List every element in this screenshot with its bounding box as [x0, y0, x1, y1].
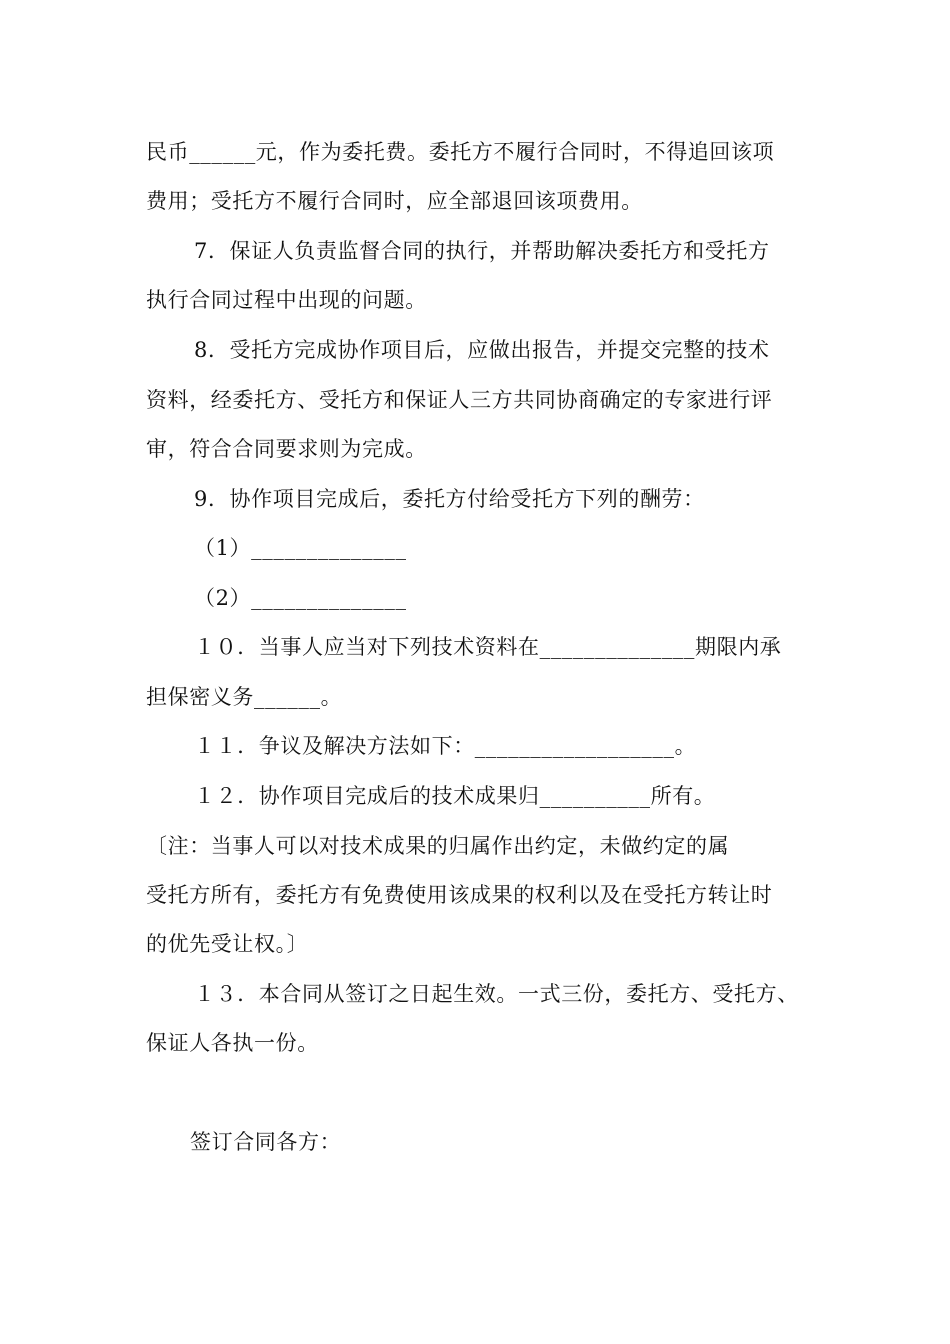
remuneration-item-1: （1）______________ [194, 536, 407, 560]
paragraph-7-line-2: 执行合同过程中出现的问题。 [146, 288, 427, 312]
paragraph-7-line-1: 7．保证人负责监督合同的执行，并帮助解决委托方和受托方 [194, 239, 770, 263]
note-line-1: 〔注：当事人可以对技术成果的归属作出约定，未做约定的属 [146, 834, 730, 858]
paragraph-6-line-1: 民币______元，作为委托费。委托方不履行合同时，不得追回该项 [146, 140, 775, 164]
signing-parties-heading: 签订合同各方： [190, 1130, 342, 1154]
paragraph-10-line-1: １０．当事人应当对下列技术资料在______________期限内承 [194, 635, 782, 659]
note-line-2: 受托方所有，委托方有免费使用该成果的权利以及在受托方转让时 [146, 883, 773, 907]
note-line-3: 的优先受让权。〕 [146, 932, 309, 956]
paragraph-6-line-2: 费用；受托方不履行合同时，应全部退回该项费用。 [146, 189, 643, 213]
paragraph-13-line-2: 保证人各执一份。 [146, 1031, 319, 1055]
paragraph-10-line-2: 担保密义务______。 [146, 685, 343, 709]
paragraph-9-line-1: 9．协作项目完成后，委托方付给受托方下列的酬劳： [194, 487, 705, 511]
paragraph-8-line-1: 8．受托方完成协作项目后，应做出报告，并提交完整的技术 [194, 338, 770, 362]
remuneration-item-2: （2）______________ [194, 586, 407, 610]
paragraph-8-line-3: 审，符合合同要求则为完成。 [146, 437, 427, 461]
paragraph-12: １２．协作项目完成后的技术成果归__________所有。 [194, 784, 716, 808]
paragraph-11: １１．争议及解决方法如下：__________________。 [194, 734, 697, 758]
paragraph-13-line-1: １３．本合同从签订之日起生效。一式三份，委托方、受托方、 [194, 982, 799, 1006]
paragraph-8-line-2: 资料，经委托方、受托方和保证人三方共同协商确定的专家进行评 [146, 388, 773, 412]
